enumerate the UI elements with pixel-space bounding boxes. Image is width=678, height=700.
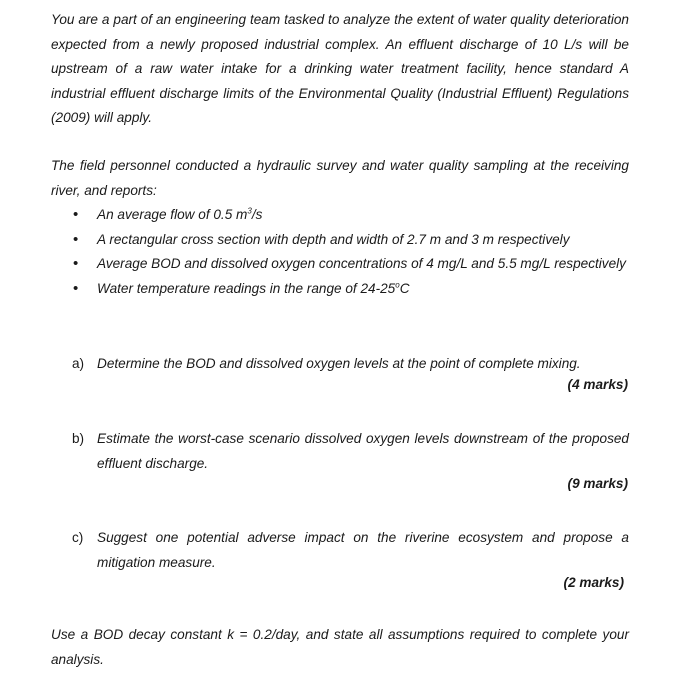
question-b — [72, 427, 629, 476]
list-item-temperature: • Water temperature readings in the range of 24-25$^o$C — [97, 277, 631, 302]
survey-findings-list — [97, 203, 631, 301]
question-a-letter: a) — [72, 356, 85, 371]
question-b-marks: (9 marks) — [567, 476, 628, 491]
intro-paragraph: You are a part of an engineering team tasked to analyze the extent of water quality deterioration expected from a newly proposed industrial complex. An effluent discharge of 10 L/s will be upstream of a raw water intake for a drinking water treatment facility, hence standard A industrial effluent discharge limits of the Environmental Quality (Industrial Effluent) Regulations (2009) will apply. — [51, 12, 629, 125]
list-item-bod-do: • Average BOD and dissolved oxygen concentrations of 4 mg/L and 5.5 mg/L respectively — [97, 252, 631, 277]
question-c-letter: c) — [72, 530, 84, 545]
list-item-cross-section: • A rectangular cross section with depth and width of 2.7 m and 3 m respectively — [97, 228, 631, 253]
question-c — [72, 526, 629, 575]
question-a — [72, 352, 629, 377]
question-b-text: Estimate the worst-case scenario dissolved oxygen levels downstream of the proposed effluent discharge. — [97, 431, 629, 471]
question-c-text: Suggest one potential adverse impact on the riverine ecosystem and propose a mitigation measure. — [97, 530, 629, 570]
question-b-letter: b) — [72, 431, 85, 446]
question-a-text: Determine the BOD and dissolved oxygen levels at the point of complete mixing. — [97, 356, 581, 371]
question-c-marks: (2 marks) — [563, 575, 624, 590]
survey-intro-paragraph: The field personnel conducted a hydraulic survey and water quality sampling at the receiving river, and reports: — [51, 158, 629, 198]
closing-paragraph: Use a BOD decay constant k = 0.2/day, and state all assumptions required to complete your analysis. — [51, 627, 629, 667]
question-a-marks: (4 marks) — [567, 377, 628, 392]
list-item-flow: • An average flow of 0.5 $m^3/s$ — [97, 203, 631, 228]
